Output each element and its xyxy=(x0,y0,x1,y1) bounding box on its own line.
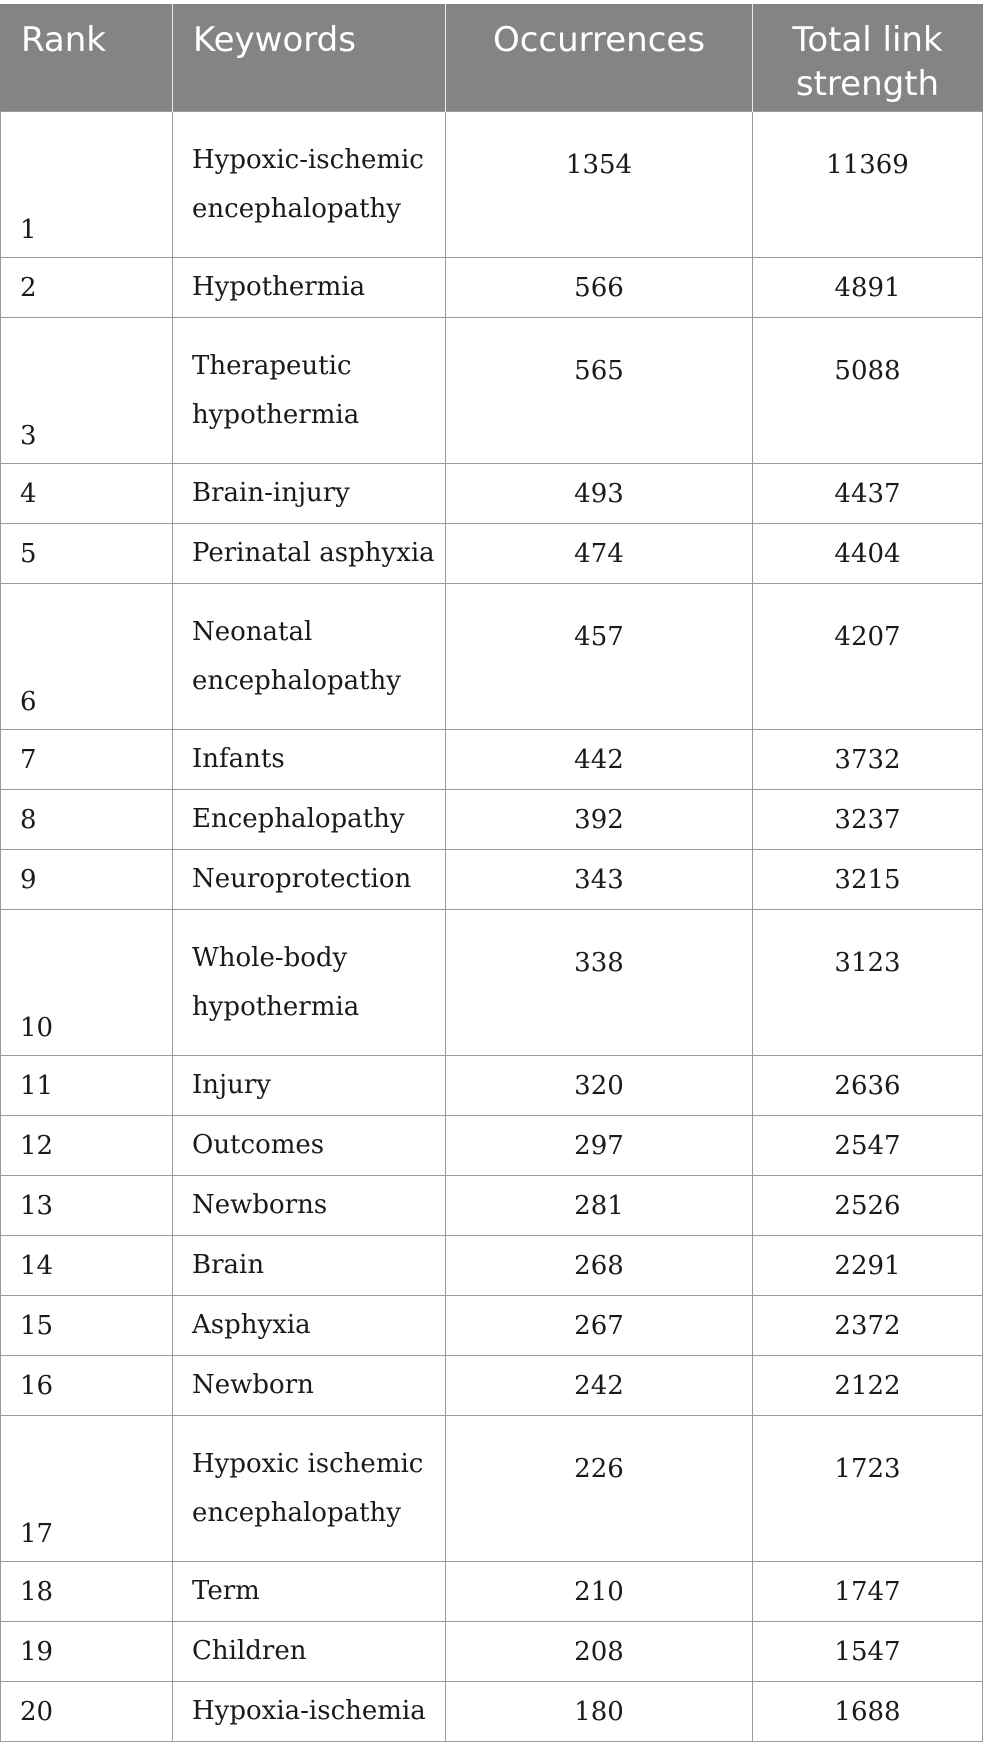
occurrences-cell: 242 xyxy=(446,1356,753,1416)
keyword-cell xyxy=(173,790,446,850)
header-total-link-strength xyxy=(753,4,983,112)
total-link-strength-cell: 4404 xyxy=(753,524,983,584)
rank-cell: 10 xyxy=(1,910,173,1056)
rank-cell: 2 xyxy=(1,258,173,318)
table-row xyxy=(1,1416,983,1562)
rank-cell: 18 xyxy=(1,1562,173,1622)
keyword-line1: Injury xyxy=(192,1070,271,1100)
keyword-cell xyxy=(173,1176,446,1236)
keyword-cell xyxy=(173,584,446,730)
keyword-line1: Brain-injury xyxy=(192,478,350,508)
keyword-line1: Newborn xyxy=(192,1370,314,1400)
rank-cell: 1 xyxy=(1,112,173,258)
occurrences-cell: 281 xyxy=(446,1176,753,1236)
total-link-strength-cell: 1747 xyxy=(753,1562,983,1622)
total-link-strength-cell: 1723 xyxy=(753,1416,983,1562)
rank-cell: 5 xyxy=(1,524,173,584)
keyword-line1: Encephalopathy xyxy=(192,804,405,834)
keyword-line1: Hypoxic-ischemic xyxy=(192,145,424,175)
keyword-line1: Therapeutic xyxy=(192,351,352,381)
keyword-line2: encephalopathy xyxy=(192,194,401,224)
occurrences-cell: 442 xyxy=(446,730,753,790)
keyword-cell xyxy=(173,1356,446,1416)
keyword-cell xyxy=(173,1416,446,1562)
table-row xyxy=(1,1296,983,1356)
keyword-cell xyxy=(173,1682,446,1742)
occurrences-cell: 180 xyxy=(446,1682,753,1742)
occurrences-cell: 392 xyxy=(446,790,753,850)
table-body xyxy=(1,112,983,1742)
keyword-cell xyxy=(173,1236,446,1296)
header-occurrences-label: Occurrences xyxy=(492,20,706,60)
rank-cell: 7 xyxy=(1,730,173,790)
occurrences-cell: 320 xyxy=(446,1056,753,1116)
rank-cell: 19 xyxy=(1,1622,173,1682)
header-occurrences xyxy=(446,4,753,112)
table-row xyxy=(1,318,983,464)
rank-cell: 4 xyxy=(1,464,173,524)
keyword-line1: Hypoxia-ischemia xyxy=(192,1696,426,1726)
keyword-cell xyxy=(173,1622,446,1682)
header-total-link-strength-line1: Total link xyxy=(792,20,943,60)
rank-cell: 12 xyxy=(1,1116,173,1176)
keyword-line1: Children xyxy=(192,1636,307,1666)
table-row xyxy=(1,1176,983,1236)
occurrences-cell: 208 xyxy=(446,1622,753,1682)
table-row xyxy=(1,1682,983,1742)
keyword-cell xyxy=(173,464,446,524)
total-link-strength-cell: 1547 xyxy=(753,1622,983,1682)
rank-cell: 8 xyxy=(1,790,173,850)
keywords-table-container xyxy=(0,4,982,1742)
total-link-strength-cell: 2526 xyxy=(753,1176,983,1236)
keyword-cell xyxy=(173,112,446,258)
rank-cell: 14 xyxy=(1,1236,173,1296)
rank-cell: 15 xyxy=(1,1296,173,1356)
total-link-strength-cell: 1688 xyxy=(753,1682,983,1742)
total-link-strength-cell: 4891 xyxy=(753,258,983,318)
occurrences-cell: 1354 xyxy=(446,112,753,258)
table-row xyxy=(1,1236,983,1296)
keywords-table xyxy=(0,4,983,1742)
keyword-line2: encephalopathy xyxy=(192,666,401,696)
table-row xyxy=(1,584,983,730)
rank-cell: 17 xyxy=(1,1416,173,1562)
keyword-line1: Hypoxic ischemic xyxy=(192,1449,424,1479)
table-row xyxy=(1,730,983,790)
rank-cell: 16 xyxy=(1,1356,173,1416)
keyword-cell xyxy=(173,1116,446,1176)
table-row xyxy=(1,258,983,318)
keyword-line1: Whole-body xyxy=(192,943,348,973)
total-link-strength-cell: 5088 xyxy=(753,318,983,464)
table-row xyxy=(1,910,983,1056)
total-link-strength-cell: 2372 xyxy=(753,1296,983,1356)
header-total-link-strength-line2: strength xyxy=(795,64,940,104)
keyword-line1: Newborns xyxy=(192,1190,328,1220)
table-header xyxy=(1,4,983,112)
occurrences-cell: 343 xyxy=(446,850,753,910)
total-link-strength-cell: 2122 xyxy=(753,1356,983,1416)
keyword-line1: Infants xyxy=(192,744,285,774)
table-row xyxy=(1,1562,983,1622)
keyword-cell xyxy=(173,258,446,318)
keyword-cell xyxy=(173,910,446,1056)
rank-cell: 11 xyxy=(1,1056,173,1116)
keyword-line1: Brain xyxy=(192,1250,265,1280)
table-row xyxy=(1,524,983,584)
occurrences-cell: 566 xyxy=(446,258,753,318)
keyword-line1: Term xyxy=(192,1576,260,1606)
total-link-strength-cell: 4207 xyxy=(753,584,983,730)
header-keywords-label: Keywords xyxy=(193,20,356,60)
keyword-cell xyxy=(173,1056,446,1116)
total-link-strength-cell: 2547 xyxy=(753,1116,983,1176)
keyword-line1: Asphyxia xyxy=(192,1310,311,1340)
occurrences-cell: 457 xyxy=(446,584,753,730)
total-link-strength-cell: 11369 xyxy=(753,112,983,258)
total-link-strength-cell: 3237 xyxy=(753,790,983,850)
table-row xyxy=(1,1356,983,1416)
occurrences-cell: 267 xyxy=(446,1296,753,1356)
occurrences-cell: 474 xyxy=(446,524,753,584)
total-link-strength-cell: 2636 xyxy=(753,1056,983,1116)
header-rank-label: Rank xyxy=(21,20,106,60)
total-link-strength-cell: 4437 xyxy=(753,464,983,524)
occurrences-cell: 565 xyxy=(446,318,753,464)
total-link-strength-cell: 3732 xyxy=(753,730,983,790)
keyword-cell xyxy=(173,1296,446,1356)
keyword-line2: hypothermia xyxy=(192,400,360,430)
keyword-line1: Neonatal xyxy=(192,617,313,647)
total-link-strength-cell: 3123 xyxy=(753,910,983,1056)
rank-cell: 20 xyxy=(1,1682,173,1742)
occurrences-cell: 338 xyxy=(446,910,753,1056)
occurrences-cell: 268 xyxy=(446,1236,753,1296)
keyword-cell xyxy=(173,318,446,464)
table-row xyxy=(1,1622,983,1682)
keyword-line1: Hypothermia xyxy=(192,272,366,302)
occurrences-cell: 297 xyxy=(446,1116,753,1176)
keyword-cell xyxy=(173,850,446,910)
keyword-line1: Outcomes xyxy=(192,1130,325,1160)
keyword-cell xyxy=(173,1562,446,1622)
occurrences-cell: 226 xyxy=(446,1416,753,1562)
total-link-strength-cell: 2291 xyxy=(753,1236,983,1296)
header-keywords xyxy=(173,4,446,112)
keyword-line2: hypothermia xyxy=(192,992,360,1022)
occurrences-cell: 493 xyxy=(446,464,753,524)
rank-cell: 13 xyxy=(1,1176,173,1236)
table-row xyxy=(1,850,983,910)
table-row xyxy=(1,112,983,258)
keyword-line1: Perinatal asphyxia xyxy=(192,538,435,568)
table-row xyxy=(1,464,983,524)
table-row xyxy=(1,1116,983,1176)
rank-cell: 3 xyxy=(1,318,173,464)
keyword-line2: encephalopathy xyxy=(192,1498,401,1528)
keyword-cell xyxy=(173,730,446,790)
keyword-cell xyxy=(173,524,446,584)
occurrences-cell: 210 xyxy=(446,1562,753,1622)
keyword-line1: Neuroprotection xyxy=(192,864,412,894)
table-row xyxy=(1,790,983,850)
header-row xyxy=(1,4,983,112)
rank-cell: 6 xyxy=(1,584,173,730)
rank-cell: 9 xyxy=(1,850,173,910)
header-rank xyxy=(1,4,173,112)
table-row xyxy=(1,1056,983,1116)
total-link-strength-cell: 3215 xyxy=(753,850,983,910)
